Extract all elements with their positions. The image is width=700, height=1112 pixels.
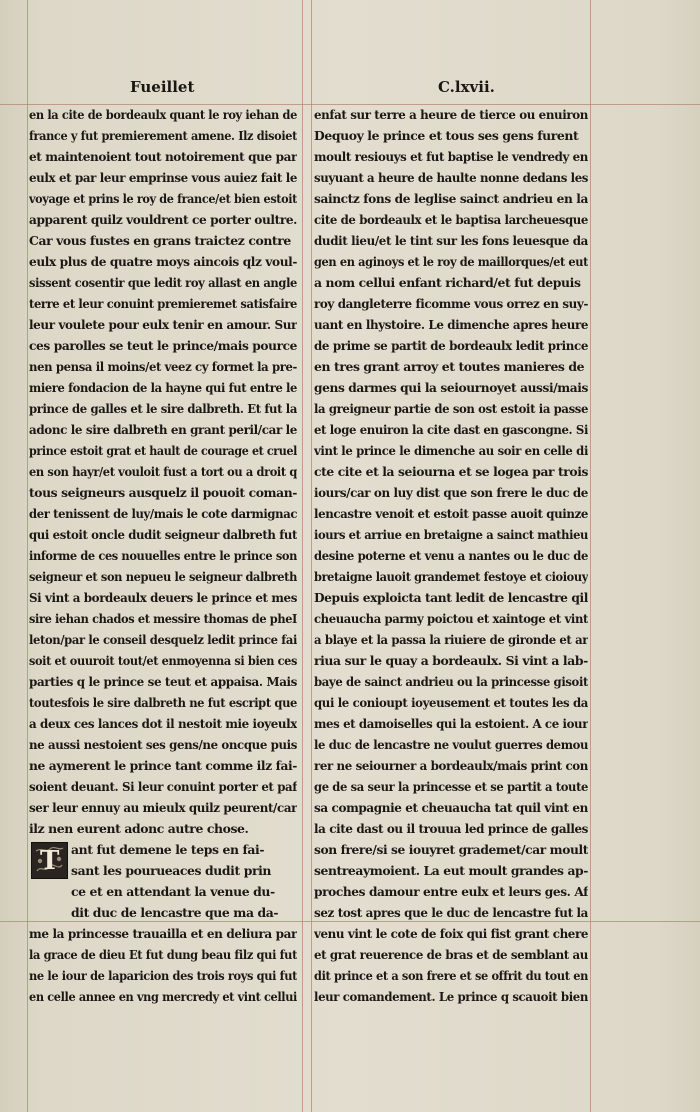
text-line: Depuis exploicta tant ledit de lencastre qil <box>314 590 588 605</box>
text-line: miere fondacion de la hayne qui fut entre le <box>29 380 297 395</box>
text-line: et maintenoient tout notoirement que par <box>29 149 297 164</box>
text-line: toutesfois le sire dalbreth ne fut escript que <box>29 695 297 710</box>
text-line: me la princesse trauailla et en deliura par <box>29 926 297 941</box>
text-line: en tres grant arroy et toutes manieres de <box>314 359 585 374</box>
text-line: Car vous fustes en grans traictez contre <box>29 233 291 248</box>
text-line: sissent cosentir que ledit roy allast en angle <box>29 275 297 290</box>
text-line: en celle annee en vng mercredy et vint cellui <box>29 989 297 1004</box>
text-line: qui le conioupt ioyeusement et toutes les da <box>314 695 588 710</box>
text-column-left <box>29 104 297 1007</box>
text-line: leur voulete pour eulx tenir en amour. Sur <box>29 317 297 332</box>
text-line: a blaye et la passa la riuiere de gironde et ar <box>314 632 588 647</box>
text-line: nen pensa il moins/et veez cy formet la pre- <box>29 359 297 374</box>
text-line: ser leur ennuy au mieulx quilz peurent/car <box>29 800 297 815</box>
text-line: desine poterne et venu a nantes ou le duc de <box>314 548 588 563</box>
text-line: la cite dast ou il trouua led prince de galles <box>314 821 588 836</box>
text-line: terre et leur conuint premieremet satisfaire <box>29 296 297 311</box>
text-line: sa compagnie et cheuaucha tat quil vint en <box>314 800 588 815</box>
text-line: cte cite et la seiourna et se logea par trois <box>314 464 588 479</box>
text-line: iours/car on luy dist que son frere le duc de <box>314 485 588 500</box>
text-line: ne aussi nestoient ses gens/ne oncque puis <box>29 737 297 752</box>
text-line: eulx et par leur emprinse vous auiez fait le <box>29 170 297 185</box>
text-line: prince estoit grat et hault de courage et cruel <box>29 443 297 458</box>
text-line: prince de galles et le sire dalbreth. Et fut la <box>29 401 297 416</box>
text-line: ne le iour de laparicion des trois roys qui fut <box>29 968 297 983</box>
text-line: gen en aginoys et le roy de maillorques/et eut <box>314 254 588 269</box>
text-line: ce et en attendant la venue du- <box>71 884 275 899</box>
text-line: ant fut demene le teps en fai- <box>71 842 265 857</box>
running-header-folio: C.lxvii. <box>438 78 495 96</box>
text-line: ge de sa seur la princesse et se partit a toute <box>314 779 588 794</box>
margin-rule-left <box>27 0 28 1112</box>
running-header-left: Fueillet <box>130 78 195 96</box>
text-line: en son hayr/et vouloit fust a tort ou a droit q <box>29 464 297 479</box>
text-line: leton/par le conseil desquelz ledit prince fai <box>29 632 297 647</box>
text-line: baye de sainct andrieu ou la princesse gisoit <box>314 674 588 689</box>
dropcap-paragraph <box>29 839 297 923</box>
text-line: adonc le sire dalbreth en grant peril/car le <box>29 422 297 437</box>
text-line: mes et damoiselles qui la estoient. A ce iour <box>314 716 588 731</box>
text-line: Si vint a bordeaulx deuers le prince et mes <box>29 590 297 605</box>
text-line: et grat reuerence de bras et de semblant au <box>314 947 588 962</box>
gutter-rule-right <box>311 0 312 1112</box>
margin-rule-right <box>590 0 591 1112</box>
text-line: soient deuant. Si leur conuint porter et paf <box>29 779 297 794</box>
text-line: sentreaymoient. La eut moult grandes ap- <box>314 863 588 878</box>
text-line: apparent quilz vouldrent ce porter oultre. <box>29 212 297 227</box>
text-line: parties q le prince se teut et appaisa. Mais <box>29 674 297 689</box>
text-line: ilz nen eurent adonc autre chose. <box>29 821 249 836</box>
text-line: leur comandement. Le prince q scauoit bien <box>314 989 588 1004</box>
text-line: et loge enuiron la cite dast en gascongne. Si <box>314 422 588 437</box>
text-line: roy dangleterre ficomme vous orrez en suy- <box>314 296 588 311</box>
text-line: riua sur le quay a bordeaulx. Si vint a lab- <box>314 653 588 668</box>
text-line: ces parolles se teut le prince/mais pource <box>29 338 297 353</box>
dropcap-t-ornament <box>31 842 68 879</box>
text-line: vint le prince le dimenche au soir en celle di <box>314 443 588 458</box>
text-line: tous seigneurs ausquelz il pouoit coman- <box>29 485 297 500</box>
text-line: Dequoy le prince et tous ses gens furent <box>314 128 579 143</box>
gutter-rule-left <box>302 0 303 1112</box>
text-line: cheuaucha parmy poictou et xaintoge et vint <box>314 611 588 626</box>
text-line: uant en lhystoire. Le dimenche apres heure <box>314 317 588 332</box>
text-line: eulx plus de quatre moys aincois qlz voul- <box>29 254 297 269</box>
text-line: sez tost apres que le duc de lencastre fut la <box>314 905 588 920</box>
text-line: dit duc de lencastre que ma da- <box>71 905 279 920</box>
text-line: iours et arriue en bretaigne a sainct mathieu <box>314 527 588 542</box>
text-line: rer ne seiourner a bordeaulx/mais print con <box>314 758 588 773</box>
text-line: ne aymerent le prince tant comme ilz fai- <box>29 758 297 773</box>
text-line: la grace de dieu Et fut dung beau filz qui fut <box>29 947 297 962</box>
text-line: bretaigne lauoit grandemet festoye et cioiouy <box>314 569 588 584</box>
text-line: voyage et prins le roy de france/et bien estoit <box>29 191 297 206</box>
text-line: cite de bordeaulx et le baptisa larcheuesque <box>314 212 588 227</box>
text-line: dit prince et a son frere et se offrit du tout en <box>314 968 588 983</box>
text-line: dudit lieu/et le tint sur les fons leuesque da <box>314 233 588 248</box>
text-line: sire iehan chados et messire thomas de pheI <box>29 611 297 626</box>
text-line: son frere/si se iouyret grademet/car moult <box>314 842 588 857</box>
text-line: qui estoit oncle dudit seigneur dalbreth fut <box>29 527 297 542</box>
text-column-right <box>314 104 588 1007</box>
text-line: sant les pourueaces dudit prin <box>71 863 272 878</box>
text-line: venu vint le cote de foix qui fist grant chere <box>314 926 588 941</box>
text-line: enfat sur terre a heure de tierce ou enuiron <box>314 107 588 122</box>
text-line: moult resiouys et fut baptise le vendredy en <box>314 149 588 164</box>
text-line: a deux ces lances dot il nestoit mie ioyeulx <box>29 716 297 731</box>
dropcap-letter: T <box>40 846 59 876</box>
text-line: proches damour entre eulx et leurs ges. Af <box>314 884 588 899</box>
text-line: a nom cellui enfant richard/et fut depuis <box>314 275 581 290</box>
text-line: soit et ouuroit tout/et enmoyenna si bien ces <box>29 653 297 668</box>
text-line: sainctz fons de leglise sainct andrieu en la <box>314 191 588 206</box>
text-line: der tenissent de luy/mais le cote darmignac <box>29 506 297 521</box>
text-line: le duc de lencastre ne voulut guerres demou <box>314 737 588 752</box>
text-line: la greigneur partie de son ost estoit ia passe <box>314 401 588 416</box>
text-line: en la cite de bordeaulx quant le roy iehan de <box>29 107 297 122</box>
text-line: lencastre venoit et estoit passe auoit quinze <box>314 506 588 521</box>
text-line: gens darmes qui la seiournoyet aussi/mais <box>314 380 588 395</box>
text-line: suyuant a heure de haulte nonne dedans les <box>314 170 588 185</box>
text-line: de prime se partit de bordeaulx ledit prince <box>314 338 588 353</box>
text-line: informe de ces nouuelles entre le prince son <box>29 548 297 563</box>
text-line: france y fut premierement amene. Ilz disoiet <box>29 128 297 143</box>
text-line: seigneur et son nepueu le seigneur dalbreth <box>29 569 297 584</box>
